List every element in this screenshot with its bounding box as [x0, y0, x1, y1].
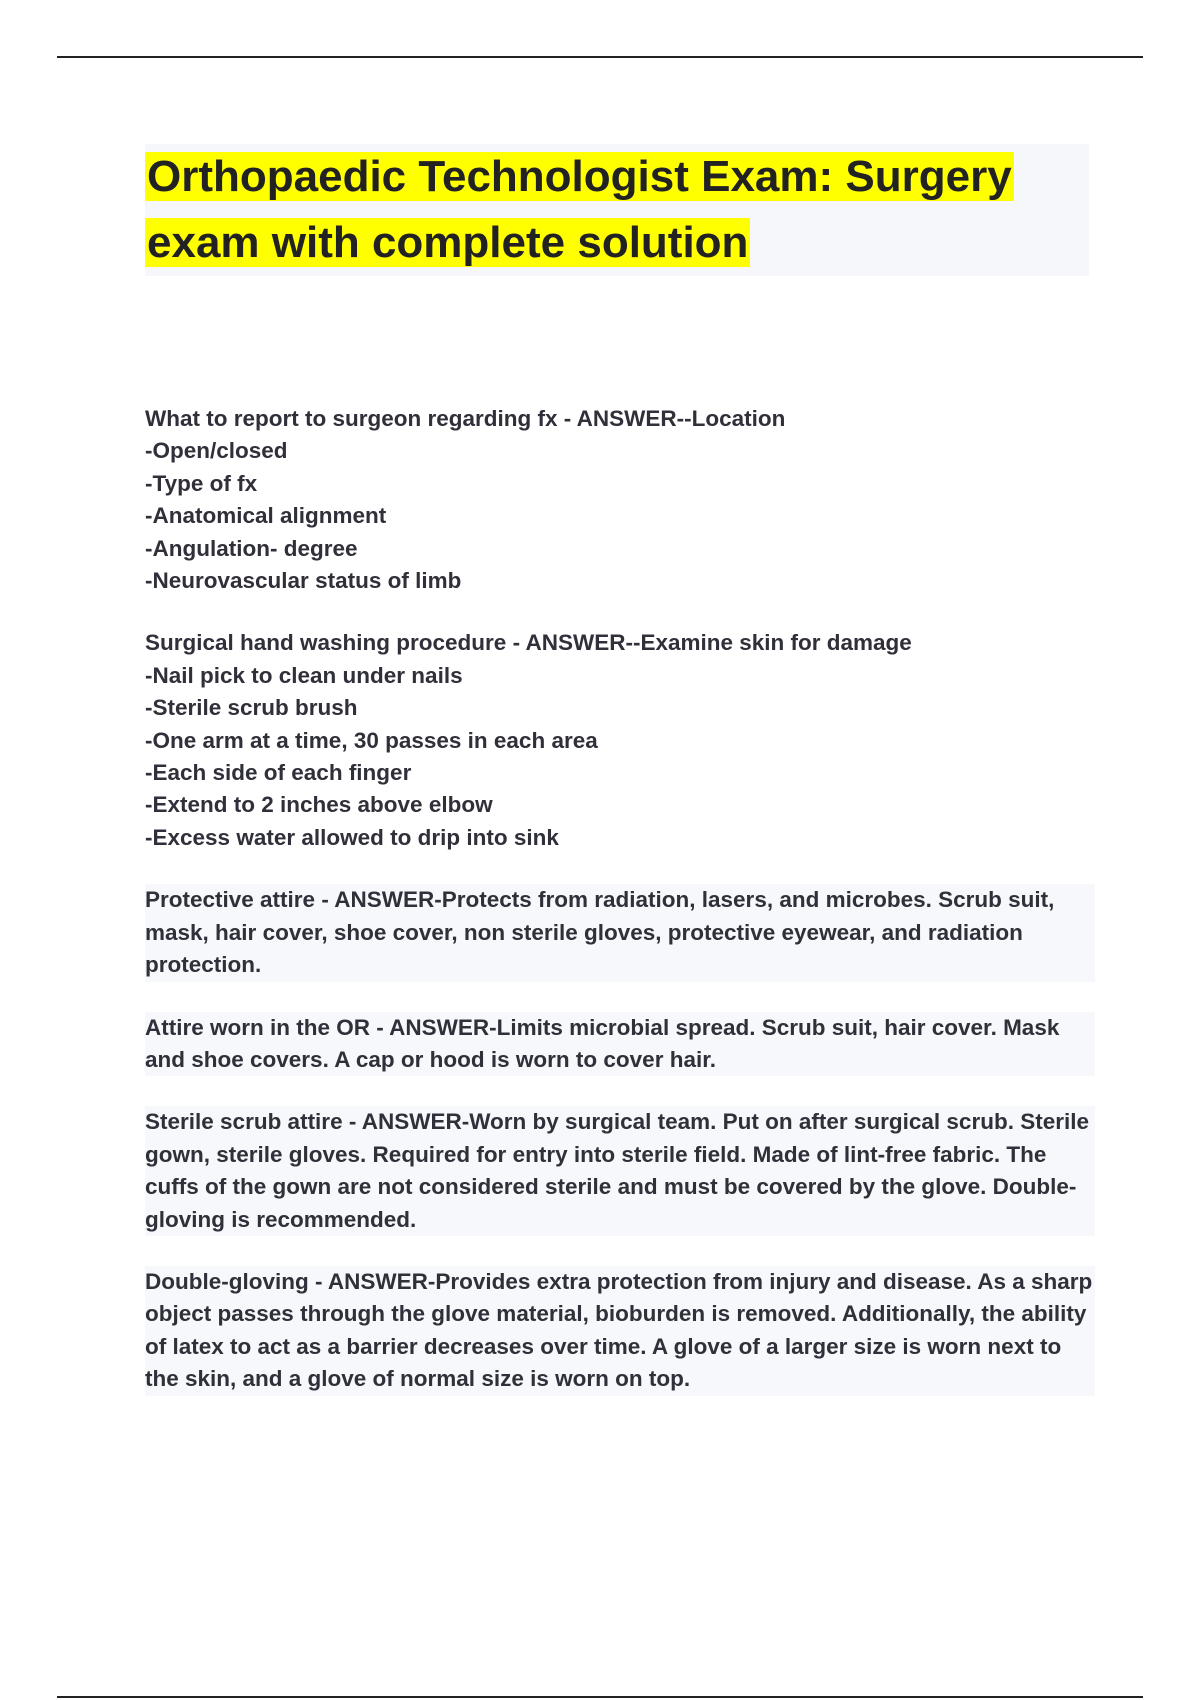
qa-line: -Sterile scrub brush — [145, 695, 358, 721]
qa-line: -Each side of each finger — [145, 760, 412, 786]
qa-entry-protective-attire — [145, 884, 1095, 981]
qa-entry-double-gloving — [145, 1266, 1095, 1396]
qa-paragraph: Sterile scrub attire - ANSWER-Worn by surgical team. Put on after surgical scrub. Sterile gown, sterile gloves. Required for entry into sterile field. Made of lint-free fabric. The cuffs of the gown are not considered sterile and must be covered by the glove. Double-gloving is recommended. — [145, 1106, 1095, 1236]
qa-line: -Neurovascular status of limb — [145, 568, 462, 594]
qa-paragraph: Protective attire - ANSWER-Protects from radiation, lasers, and microbes. Scrub suit, mask, hair cover, shoe cover, non sterile gloves, protective eyewear, and radiation protection. — [145, 884, 1095, 981]
top-rule — [57, 56, 1143, 58]
qa-entry-hand-washing — [145, 627, 1095, 854]
qa-line: -Excess water allowed to drip into sink — [145, 824, 559, 850]
title-highlight: Orthopaedic Technologist Exam: Surgery exam with complete solution — [147, 152, 1012, 267]
title-block — [145, 144, 1089, 276]
qa-line: What to report to surgeon regarding fx - ANSWER--Location — [145, 406, 786, 431]
qa-paragraph: Attire worn in the OR - ANSWER-Limits microbial spread. Scrub suit, hair cover. Mask and shoe covers. A cap or hood is worn to cover hair. — [145, 1012, 1095, 1077]
qa-line: -Open/closed — [145, 438, 288, 464]
qa-list — [145, 403, 1095, 1426]
qa-paragraph: Double-gloving - ANSWER-Provides extra protection from injury and disease. As a sharp object passes through the glove material, bioburden is removed. Additionally, the ability of latex to act as a barrier decreases over time. A glove of a larger size is worn next to the skin, and a glove of normal size is worn on top. — [145, 1266, 1095, 1396]
qa-entry-or-attire — [145, 1012, 1095, 1077]
qa-entry-sterile-scrub-attire — [145, 1106, 1095, 1236]
qa-line: -One arm at a time, 30 passes in each area — [145, 727, 598, 753]
qa-line: -Extend to 2 inches above elbow — [145, 792, 493, 818]
qa-line: Surgical hand washing procedure - ANSWER--Examine skin for damage — [145, 630, 912, 656]
document-title — [145, 144, 1089, 276]
bottom-rule — [57, 1696, 1143, 1698]
qa-line: -Angulation- degree — [145, 535, 358, 561]
qa-line: -Anatomical alignment — [145, 503, 387, 529]
qa-line: -Type of fx — [145, 470, 258, 496]
qa-line: -Nail pick to clean under nails — [145, 662, 463, 688]
qa-entry-fracture-report — [145, 403, 1095, 597]
